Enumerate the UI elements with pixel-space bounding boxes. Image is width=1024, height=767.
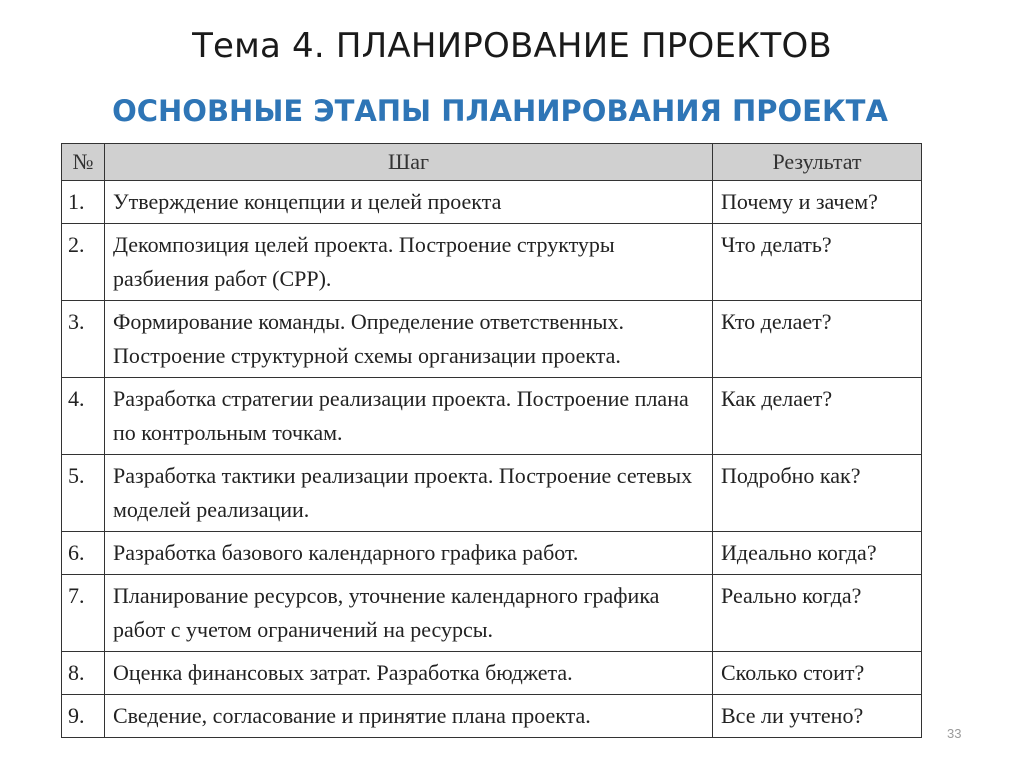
row-number: 8. — [62, 652, 105, 695]
header-result: Результат — [713, 144, 922, 181]
table-row — [62, 695, 922, 738]
row-number: 6. — [62, 532, 105, 575]
row-number: 1. — [62, 181, 105, 224]
table-row — [62, 652, 922, 695]
row-step: Разработка тактики реализации проекта. Построение сетевых моделей реализации. — [105, 455, 713, 532]
row-step: Оценка финансовых затрат. Разработка бюджета. — [105, 652, 713, 695]
header-step: Шаг — [105, 144, 713, 181]
row-result: Реально когда? — [713, 575, 922, 652]
row-step: Планирование ресурсов, уточнение календарного графика работ с учетом ограничений на ресурсы. — [105, 575, 713, 652]
table-row — [62, 575, 922, 652]
table-row — [62, 455, 922, 532]
planning-stages-table — [61, 143, 922, 738]
page-number: 33 — [947, 726, 962, 741]
row-result: Что делать? — [713, 224, 922, 301]
row-result: Сколько стоит? — [713, 652, 922, 695]
row-number: 5. — [62, 455, 105, 532]
row-result: Все ли учтено? — [713, 695, 922, 738]
row-result: Почему и зачем? — [713, 181, 922, 224]
row-number: 9. — [62, 695, 105, 738]
row-step: Разработка базового календарного графика работ. — [105, 532, 713, 575]
row-step: Сведение, согласование и принятие плана проекта. — [105, 695, 713, 738]
row-step: Декомпозиция целей проекта. Построение структуры разбиения работ (СРР). — [105, 224, 713, 301]
table-row — [62, 181, 922, 224]
table-row — [62, 301, 922, 378]
row-number: 4. — [62, 378, 105, 455]
row-step: Утверждение концепции и целей проекта — [105, 181, 713, 224]
slide-title: Тема 4. ПЛАНИРОВАНИЕ ПРОЕКТОВ — [192, 26, 832, 66]
row-number: 2. — [62, 224, 105, 301]
row-number: 3. — [62, 301, 105, 378]
row-step: Разработка стратегии реализации проекта. Построение плана по контрольным точкам. — [105, 378, 713, 455]
table-row — [62, 532, 922, 575]
row-result: Как делает? — [713, 378, 922, 455]
header-number: № — [62, 144, 105, 181]
row-number: 7. — [62, 575, 105, 652]
row-step: Формирование команды. Определение ответственных. Построение структурной схемы организации проекта. — [105, 301, 713, 378]
row-result: Кто делает? — [713, 301, 922, 378]
table-row — [62, 224, 922, 301]
row-result: Подробно как? — [713, 455, 922, 532]
row-result: Идеально когда? — [713, 532, 922, 575]
table-row — [62, 378, 922, 455]
table-header-row — [62, 144, 922, 181]
slide-subtitle: ОСНОВНЫЕ ЭТАПЫ ПЛАНИРОВАНИЯ ПРОЕКТА — [112, 94, 888, 128]
